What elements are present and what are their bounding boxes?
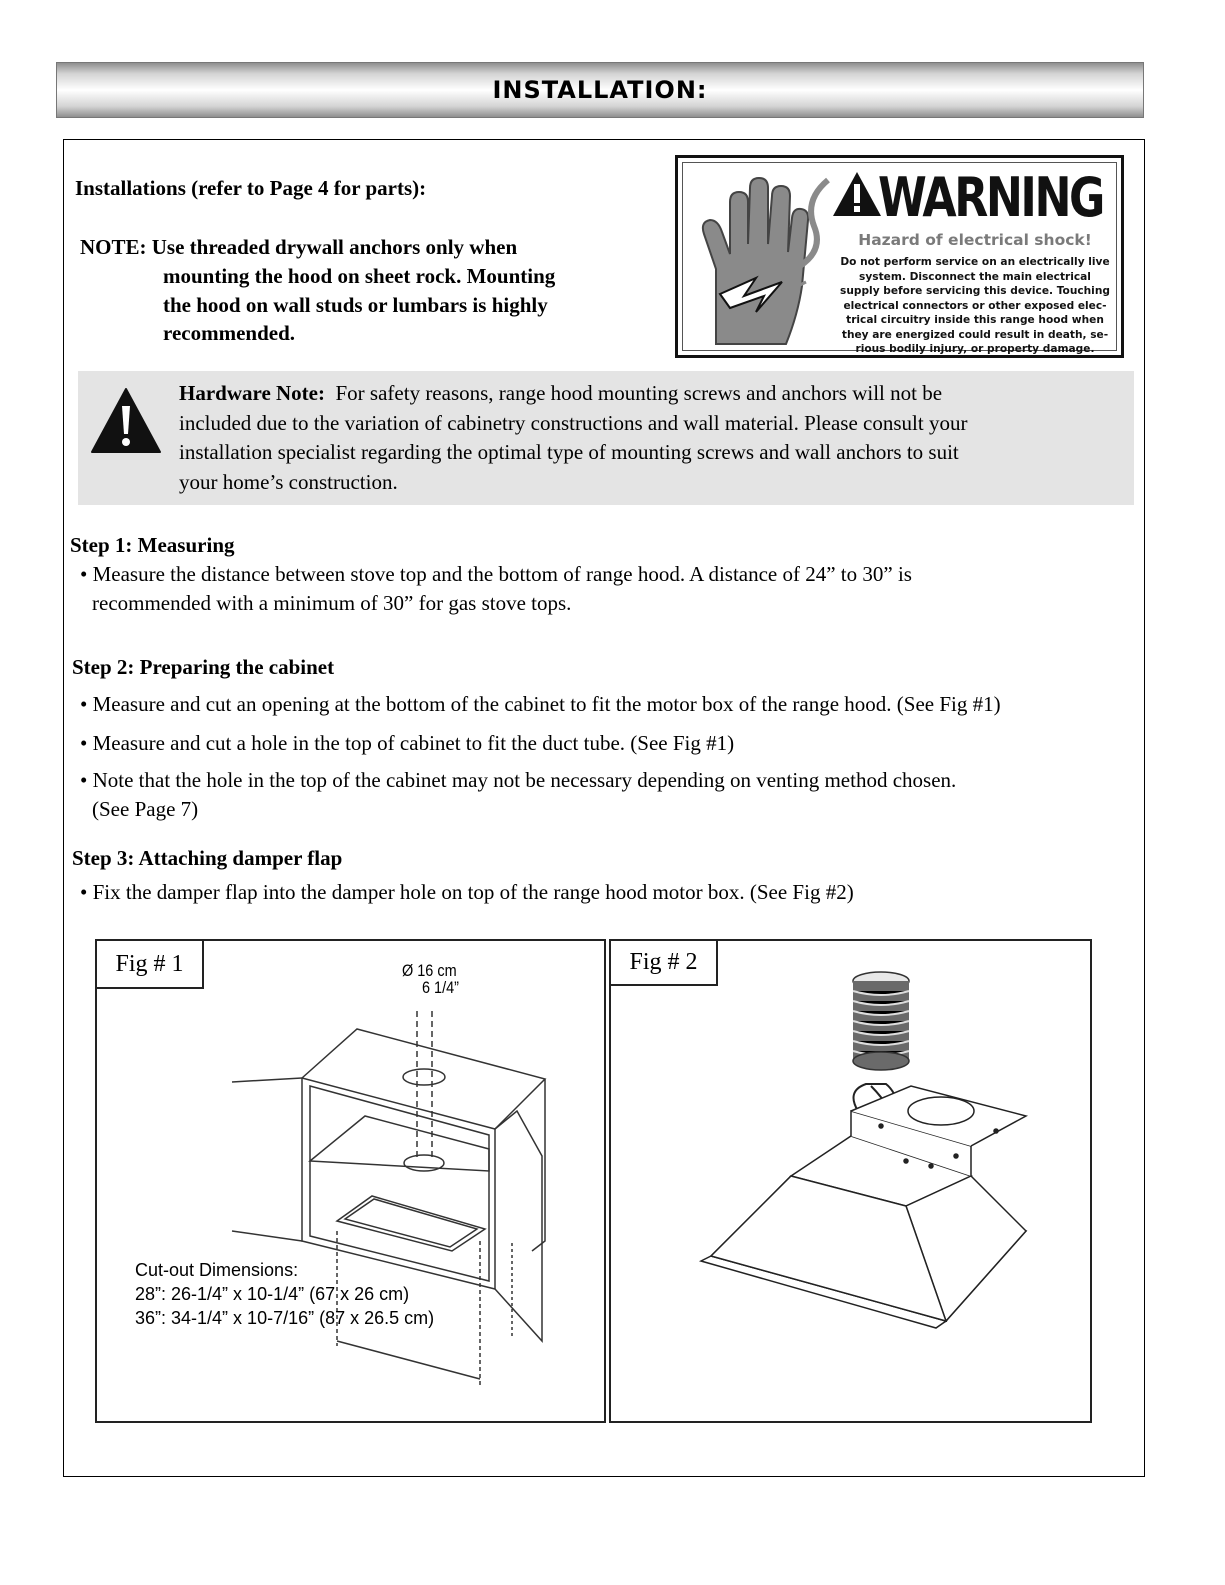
step-2-bullet-3: • Note that the hole in the top of the cabinet may not be necessary depending on venting method chosen. <box>80 768 957 792</box>
cabinet-drawing <box>227 991 557 1391</box>
step-1-title: Step 1: Measuring <box>70 533 235 557</box>
step-3-title: Step 3: Attaching damper flap <box>72 846 343 870</box>
step-2-bullet-2: • Measure and cut a hole in the top of cabinet to fit the duct tube. (See Fig #1) <box>80 731 735 755</box>
step-2-bullet-1: • Measure and cut an opening at the bottom of the cabinet to fit the motor box of the range hood. (See Fig #1) <box>80 692 1001 716</box>
page-title: INSTALLATION: <box>492 76 708 104</box>
step-2-bullet-3-cont: (See Page 7) <box>92 797 199 821</box>
hardware-note-text: Hardware Note: For safety reasons, range hood mounting screws and anchors will not be included due to the variation of cabinetry constructions and wall material. Please consult your installation specialist regarding the optimal type of mounting screws and wall anchors to suit your home’s construction. <box>179 381 968 494</box>
electrical-warning-sign <box>675 155 1124 358</box>
note-line-4: recommended. <box>163 321 295 345</box>
figure-2-label: Fig # 2 <box>611 941 718 986</box>
duct-diameter-cm: Ø 16 cm <box>402 961 457 980</box>
step-3-bullet-1: • Fix the damper flap into the damper hole on top of the range hood motor box. (See Fig #2) <box>80 880 854 904</box>
figure-2-damper <box>609 939 1092 1423</box>
cutout-dimensions <box>135 1258 434 1330</box>
step-1-bullet-1-cont: recommended with a minimum of 30” for gas stove tops. <box>92 591 572 615</box>
duct-tube-icon <box>853 972 909 1070</box>
step-1-bullet-1: • Measure the distance between stove top and the bottom of range hood. A distance of 24” to 30” is <box>80 562 912 586</box>
hand-shock-icon <box>686 174 836 352</box>
warning-triangle-icon <box>831 170 883 218</box>
figure-1-cabinet <box>95 939 606 1423</box>
warning-subtitle: Hazard of electrical shock! <box>858 231 1092 249</box>
note-line-2: mounting the hood on sheet rock. Mounting <box>163 264 556 288</box>
installations-heading: Installations (refer to Page 4 for parts): <box>75 176 427 200</box>
cutout-28: 28”: 26-1/4” x 10-1/4” (67 x 26 cm) <box>135 1284 410 1304</box>
range-hood-icon <box>701 1086 1026 1328</box>
step-2-title: Step 2: Preparing the cabinet <box>72 655 335 679</box>
hardware-note-box <box>78 371 1134 505</box>
range-hood-drawing <box>696 966 1046 1346</box>
section-banner <box>56 62 1144 118</box>
warning-body: Do not perform service on an electrically live system. Disconnect the main electrical supply before servicing this device. Touching electrical connectors or other exposed elec- trical circuitry inside this range hood when they are energized could result in death, se- rious bodily injury, or property damage. <box>840 256 1110 355</box>
cutout-36: 36”: 34-1/4” x 10-7/16” (87 x 26.5 cm) <box>135 1308 435 1328</box>
figure-1-label: Fig # 1 <box>97 941 204 989</box>
warning-title: WARNING <box>878 166 1103 229</box>
note-line-3: the hood on wall studs or lumbars is highly <box>163 293 548 317</box>
cutout-title: Cut-out Dimensions: <box>135 1260 299 1280</box>
hardware-note-label: Hardware Note: <box>179 381 325 405</box>
duct-diameter-in: 6 1/4” <box>422 978 459 997</box>
note-line-1: NOTE: Use threaded drywall anchors only when <box>80 235 518 259</box>
caution-triangle-icon <box>90 386 162 454</box>
